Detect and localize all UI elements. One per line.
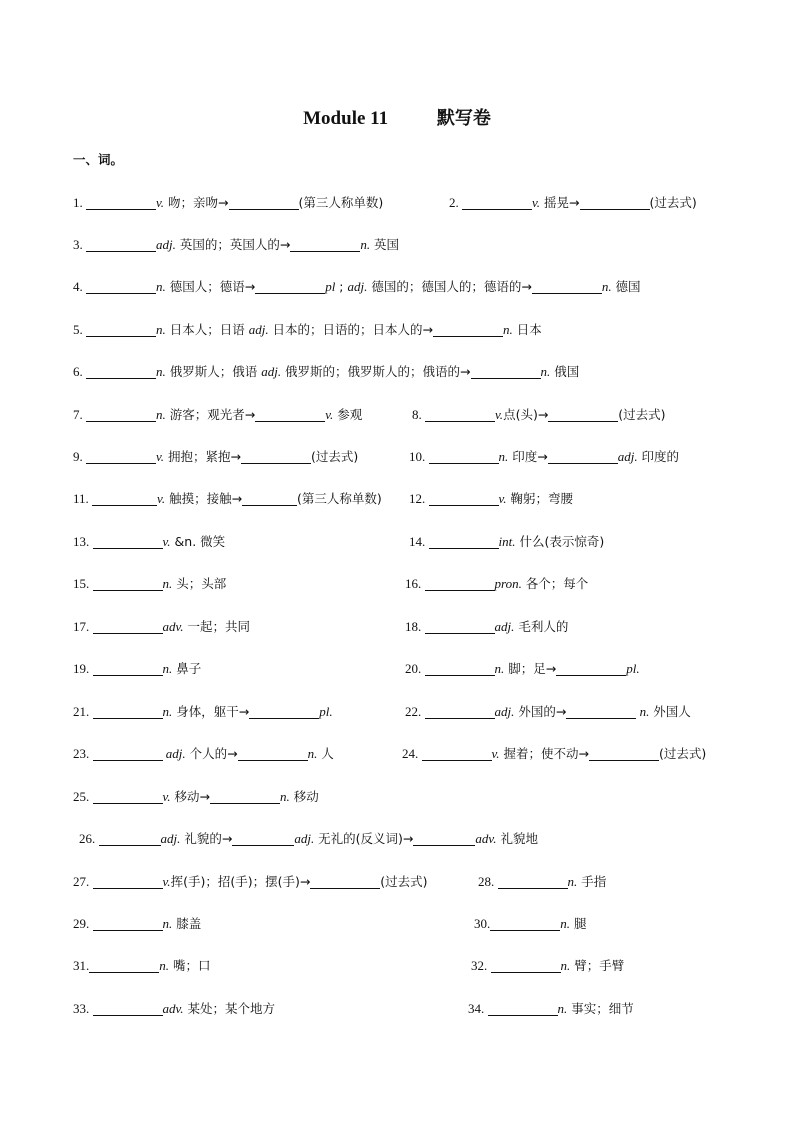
part-of-speech: n. (156, 322, 166, 337)
vocab-row (0, 193, 794, 213)
item-number: 5. (73, 322, 86, 337)
vocab-item (73, 617, 250, 637)
item-text: 俄国 (550, 364, 580, 379)
answer-blank[interactable] (232, 831, 294, 846)
answer-blank[interactable] (92, 491, 157, 506)
item-text: 移动 (289, 789, 319, 804)
item-number: 4. (73, 279, 86, 294)
part-of-speech: pl. (319, 704, 333, 719)
vocab-row (0, 914, 794, 934)
answer-blank[interactable] (86, 195, 156, 210)
vocab-item (73, 787, 319, 807)
part-of-speech: adv. (162, 1001, 184, 1016)
answer-blank[interactable] (93, 534, 163, 549)
item-text: (第三人称单数) (297, 491, 382, 506)
vocab-row (0, 702, 794, 722)
vocab-item (73, 320, 542, 340)
item-text: 移动→ (170, 789, 211, 804)
item-number: 13. (73, 534, 93, 549)
answer-blank[interactable] (413, 831, 475, 846)
item-number: 3. (73, 237, 86, 252)
vocab-item (73, 702, 333, 722)
item-text: 鼻子 (172, 661, 202, 676)
answer-blank[interactable] (290, 237, 360, 252)
vocab-row (0, 617, 794, 637)
item-text: (过去式) (659, 746, 707, 761)
item-text: (过去式) (649, 195, 697, 210)
vocab-item (73, 235, 399, 255)
vocab-row (0, 744, 794, 764)
answer-blank[interactable] (566, 704, 636, 719)
item-text: 外国人 (649, 704, 691, 719)
answer-blank[interactable] (86, 364, 156, 379)
item-text: 头；头部 (172, 576, 227, 591)
item-number: 7. (73, 407, 86, 422)
item-text: 人 (317, 746, 334, 761)
part-of-speech: n. (636, 704, 650, 719)
item-number: 31. (73, 958, 90, 973)
item-text: 个人的→ (185, 746, 238, 761)
vocab-item (73, 362, 579, 382)
item-text: 德国人；德语→ (165, 279, 256, 294)
item-text: 嘴；口 (169, 958, 211, 973)
item-number: 15. (73, 576, 93, 591)
part-of-speech: n. (156, 279, 166, 294)
item-text: 身体，躯干→ (172, 704, 250, 719)
answer-blank[interactable] (93, 576, 163, 591)
vocab-item (79, 829, 538, 849)
vocab-item (73, 659, 201, 679)
part-of-speech: n. (503, 322, 513, 337)
answer-blank[interactable] (425, 661, 495, 676)
answer-blank[interactable] (429, 491, 499, 506)
answer-blank[interactable] (93, 916, 163, 931)
part-of-speech: adj. (156, 237, 176, 252)
item-number: 14. (409, 534, 429, 549)
answer-blank[interactable] (93, 661, 163, 676)
answer-blank[interactable] (238, 746, 308, 761)
answer-blank[interactable] (556, 661, 626, 676)
vocab-row (0, 787, 794, 807)
vocab-item (471, 956, 624, 976)
answer-blank[interactable] (498, 874, 568, 889)
answer-blank[interactable] (548, 449, 618, 464)
part-of-speech: n. (557, 1001, 568, 1016)
part-of-speech: v. (162, 534, 171, 549)
item-text: 鞠躬；弯腰 (506, 491, 574, 506)
vocab-item (405, 617, 568, 637)
item-text: 膝盖 (172, 916, 202, 931)
answer-blank[interactable] (93, 1001, 163, 1016)
answer-blank[interactable] (462, 195, 532, 210)
item-text: 挥(手)；招(手)；摆(手)→ (170, 874, 311, 889)
vocab-row (0, 489, 794, 509)
answer-blank[interactable] (93, 704, 163, 719)
vocab-row (0, 829, 794, 849)
vocab-item (73, 532, 225, 552)
item-number: 20. (405, 661, 425, 676)
vocab-item (468, 999, 634, 1019)
item-text: (过去式) (618, 407, 666, 422)
item-text: 参观 (333, 407, 363, 422)
vocab-item (73, 956, 210, 976)
answer-blank[interactable] (491, 958, 561, 973)
item-text: 德国 (611, 279, 641, 294)
item-number: 11. (73, 491, 93, 506)
item-number: 32. (471, 958, 491, 973)
part-of-speech: adv. (162, 619, 184, 634)
item-number: 18. (405, 619, 425, 634)
part-of-speech: n. (307, 746, 318, 761)
item-number: 10. (409, 449, 429, 464)
part-of-speech: v. (156, 195, 165, 210)
vocab-row (0, 999, 794, 1019)
answer-blank[interactable] (548, 407, 618, 422)
part-of-speech: n. (162, 704, 173, 719)
answer-blank[interactable] (425, 704, 495, 719)
part-of-speech: adj. (494, 619, 515, 634)
item-number: 26. (79, 831, 99, 846)
item-number: 27. (73, 874, 93, 889)
part-of-speech: v. (498, 491, 507, 506)
item-number: 1. (73, 195, 86, 210)
item-text: 礼貌地 (496, 831, 538, 846)
answer-blank[interactable] (580, 195, 650, 210)
answer-blank[interactable] (86, 407, 156, 422)
item-text: 俄罗斯的；俄罗斯人的；俄语的→ (281, 364, 471, 379)
item-number: 23. (73, 746, 93, 761)
answer-blank[interactable] (255, 279, 325, 294)
vocab-item (449, 193, 697, 213)
part-of-speech: v. (156, 449, 165, 464)
part-of-speech: v. (532, 195, 541, 210)
vocab-row (0, 659, 794, 679)
answer-blank[interactable] (249, 704, 319, 719)
item-text: 游客；观光者→ (165, 407, 256, 422)
item-number: 8. (412, 407, 425, 422)
part-of-speech: n. (156, 364, 166, 379)
part-of-speech: n. (494, 661, 505, 676)
vocab-item (73, 193, 383, 213)
vocab-item (474, 914, 586, 934)
item-text: 拥抱；紧抱→ (164, 449, 242, 464)
vocab-item (73, 914, 201, 934)
vocab-item (478, 872, 606, 892)
vocab-item (73, 405, 362, 425)
item-number: 19. (73, 661, 93, 676)
item-text: 日本的；日语的；日本人的→ (268, 322, 434, 337)
item-number: 29. (73, 916, 93, 931)
item-text: 外国的→ (514, 704, 567, 719)
item-number: 6. (73, 364, 86, 379)
vocab-item (405, 574, 588, 594)
answer-blank[interactable] (86, 449, 156, 464)
vocab-item (73, 574, 226, 594)
part-of-speech: adj. (261, 364, 282, 379)
item-text: 各个；每个 (521, 576, 589, 591)
item-text: 一起；共同 (183, 619, 251, 634)
answer-blank[interactable] (210, 789, 280, 804)
part-of-speech: n. (498, 449, 509, 464)
section-heading: 一、词。 (73, 152, 124, 167)
item-text: 印度的 (637, 449, 680, 464)
answer-blank[interactable] (255, 407, 325, 422)
item-text: 英国的；英国人的→ (175, 237, 291, 252)
item-text: 印度→ (508, 449, 548, 464)
answer-blank[interactable] (99, 831, 161, 846)
part-of-speech: n. (162, 661, 173, 676)
item-number: 2. (449, 195, 462, 210)
part-of-speech: n. (601, 279, 612, 294)
vocab-item (409, 447, 679, 467)
part-of-speech: v. (491, 746, 500, 761)
answer-blank[interactable] (86, 237, 156, 252)
part-of-speech: adj. (617, 449, 638, 464)
item-number: 21. (73, 704, 93, 719)
item-number: 30. (474, 916, 491, 931)
module-title: Module 11 (303, 108, 389, 129)
item-text: ; (335, 279, 348, 294)
part-of-speech: adj. (347, 279, 368, 294)
answer-blank[interactable] (425, 576, 495, 591)
answer-blank[interactable] (532, 279, 602, 294)
vocab-item (73, 999, 275, 1019)
item-number: 9. (73, 449, 86, 464)
part-of-speech: n. (159, 958, 169, 973)
answer-blank[interactable] (229, 195, 299, 210)
item-text: 点(头)→ (503, 407, 549, 422)
vocab-item (402, 744, 706, 764)
item-text: 事实；细节 (567, 1001, 634, 1016)
page-title (0, 104, 794, 130)
item-number: 22. (405, 704, 425, 719)
vocab-item (73, 744, 334, 764)
answer-blank[interactable] (488, 1001, 558, 1016)
item-text: 吻；亲吻→ (164, 195, 229, 210)
answer-blank[interactable] (433, 322, 503, 337)
part-of-speech: adj. (294, 831, 315, 846)
item-text: 德国的；德国人的；德语的→ (367, 279, 532, 294)
answer-blank[interactable] (242, 491, 297, 506)
answer-blank[interactable] (86, 279, 156, 294)
part-of-speech: adv. (475, 831, 497, 846)
part-of-speech: v. (162, 874, 171, 889)
item-text: 触摸；接触→ (165, 491, 243, 506)
item-number: 17. (73, 619, 93, 634)
vocab-item (409, 489, 573, 509)
answer-blank[interactable] (93, 746, 163, 761)
vocab-item (73, 489, 382, 509)
item-text: 摇晃→ (540, 195, 580, 210)
answer-blank[interactable] (425, 619, 495, 634)
item-text: (过去式) (380, 874, 428, 889)
item-number: 12. (409, 491, 429, 506)
item-text: 英国 (370, 237, 400, 252)
item-text: 无礼的(反义词)→ (314, 831, 414, 846)
part-of-speech: v. (157, 491, 166, 506)
part-of-speech: int. (498, 534, 516, 549)
part-of-speech: n. (360, 237, 371, 252)
vocab-row (0, 447, 794, 467)
item-text: 手指 (577, 874, 607, 889)
vocab-row (0, 956, 794, 976)
vocab-item (73, 277, 641, 297)
item-number: 24. (402, 746, 422, 761)
part-of-speech: n. (280, 789, 290, 804)
vocab-row (0, 277, 794, 297)
module-subtitle: 默写卷 (436, 108, 491, 129)
part-of-speech: adj. (494, 704, 515, 719)
vocab-row (0, 362, 794, 382)
vocab-row (0, 872, 794, 892)
part-of-speech: v. (325, 407, 334, 422)
vocab-item (405, 659, 640, 679)
vocab-item (412, 405, 666, 425)
part-of-speech: n. (162, 916, 173, 931)
vocab-item (409, 532, 604, 552)
part-of-speech: adj. (248, 322, 269, 337)
answer-blank[interactable] (490, 916, 560, 931)
item-text: (第三人称单数) (298, 195, 384, 210)
answer-blank[interactable] (422, 746, 492, 761)
part-of-speech: pron. (494, 576, 522, 591)
answer-blank[interactable] (429, 449, 499, 464)
vocab-row (0, 532, 794, 552)
answer-blank[interactable] (241, 449, 311, 464)
item-text: 臂；手臂 (570, 958, 625, 973)
answer-blank[interactable] (310, 874, 380, 889)
answer-blank[interactable] (89, 958, 159, 973)
vocab-row (0, 405, 794, 425)
vocab-row (0, 574, 794, 594)
item-text: &n. 微笑 (170, 534, 226, 549)
part-of-speech: n. (162, 576, 173, 591)
part-of-speech: v. (495, 407, 504, 422)
item-text: 日本 (512, 322, 542, 337)
part-of-speech: n. (567, 874, 578, 889)
answer-blank[interactable] (93, 874, 163, 889)
item-text: 俄罗斯人；俄语 (165, 364, 262, 379)
part-of-speech: n. (540, 364, 551, 379)
answer-blank[interactable] (86, 322, 156, 337)
part-of-speech: v. (162, 789, 171, 804)
item-number: 28. (478, 874, 498, 889)
item-number: 25. (73, 789, 93, 804)
part-of-speech: adj. (160, 831, 181, 846)
answer-blank[interactable] (429, 534, 499, 549)
vocab-row (0, 235, 794, 255)
part-of-speech: pl. (626, 661, 640, 676)
vocab-row (0, 320, 794, 340)
answer-blank[interactable] (589, 746, 659, 761)
item-number: 16. (405, 576, 425, 591)
item-text: (过去式) (311, 449, 359, 464)
part-of-speech: n. (560, 916, 570, 931)
item-text: 礼貌的→ (180, 831, 233, 846)
part-of-speech: adj. (162, 746, 186, 761)
vocab-item (405, 702, 691, 722)
answer-blank[interactable] (93, 789, 163, 804)
item-text: 某处；某个地方 (183, 1001, 276, 1016)
item-number: 34. (468, 1001, 488, 1016)
item-text: 毛利人的 (514, 619, 569, 634)
answer-blank[interactable] (425, 407, 495, 422)
vocab-item (73, 872, 428, 892)
item-text: 什么(表示惊奇) (515, 534, 605, 549)
item-text: 脚；足→ (504, 661, 557, 676)
part-of-speech: n. (156, 407, 166, 422)
answer-blank[interactable] (93, 619, 163, 634)
answer-blank[interactable] (471, 364, 541, 379)
vocab-item (73, 447, 358, 467)
item-number: 33. (73, 1001, 93, 1016)
item-text: 腿 (570, 916, 587, 931)
item-text: 握着；使不动→ (499, 746, 590, 761)
part-of-speech: n. (560, 958, 571, 973)
part-of-speech: pl (325, 279, 336, 294)
item-text: 日本人；日语 (165, 322, 249, 337)
